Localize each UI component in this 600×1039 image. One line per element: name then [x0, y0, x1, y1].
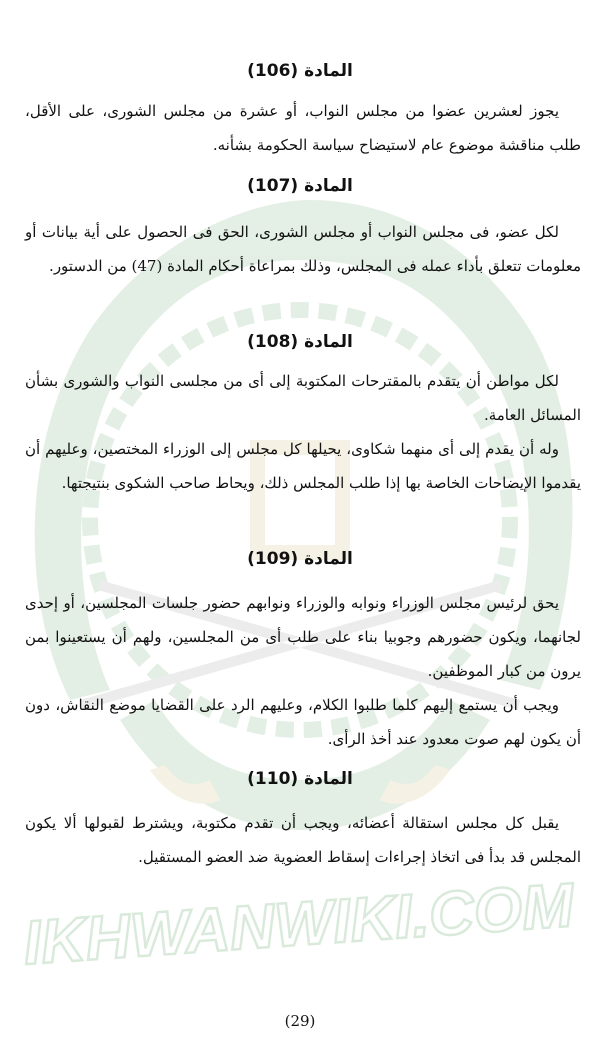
article-paragraph: يجوز لعشرين عضوا من مجلس النواب، أو عشرة من مجلس الشورى، على الأقل، طلب مناقشة موضوع عام لاستيضاح سياسة الحكومة بشأنه. [25, 102, 581, 154]
page-number: (29) [284, 1012, 316, 1030]
article-paragraph: وله أن يقدم إلى أى منهما شكاوى، يحيلها كل مجلس إلى الوزراء المختصين، وعليهم أن يقدموا الإيضاحات الخاصة بها إذا طلب المجلس ذلك، ويحاط صاحب الشكوى بنتيجتها. [25, 440, 581, 492]
article-heading: المادة (109) [247, 549, 353, 569]
article-paragraph: لكل مواطن أن يتقدم بالمقترحات المكتوبة إلى أى من مجلسى النواب والشورى بشأن المسائل العامة. [25, 372, 581, 424]
watermark-text: IKHWANWIKI.COM [21, 870, 576, 979]
article-paragraph: يقبل كل مجلس استقالة أعضائه، ويجب أن تقدم مكتوبة، ويشترط لقبولها ألا يكون المجلس قد بدأ فى اتخاذ إجراءات إسقاط العضوية ضد العضو المستقيل. [25, 814, 581, 866]
article-paragraph: لكل عضو، فى مجلس النواب أو مجلس الشورى، الحق فى الحصول على أية بيانات أو معلومات تتعلق بأداء عمله فى المجلس، وذلك بمراعاة أحكام المادة (47) من الدستور. [25, 223, 581, 275]
article-heading: المادة (110) [247, 769, 353, 789]
article-paragraph: ويجب أن يستمع إليهم كلما طلبوا الكلام، وعليهم الرد على القضايا موضع النقاش، دون أن يكون لهم صوت معدود عند أخذ الرأى. [25, 696, 581, 748]
article-heading: المادة (106) [247, 61, 353, 81]
article-heading: المادة (108) [247, 332, 353, 352]
article-heading: المادة (107) [247, 176, 353, 196]
article-paragraph: يحق لرئيس مجلس الوزراء ونوابه والوزراء ونوابهم حضور جلسات المجلسين، أو إحدى لجانهما، ويكون حضورهم وجوبيا بناء على طلب أى من المجلسين، ولهم أن يستعينوا بمن يرون من كبار الموظفين. [25, 594, 581, 680]
